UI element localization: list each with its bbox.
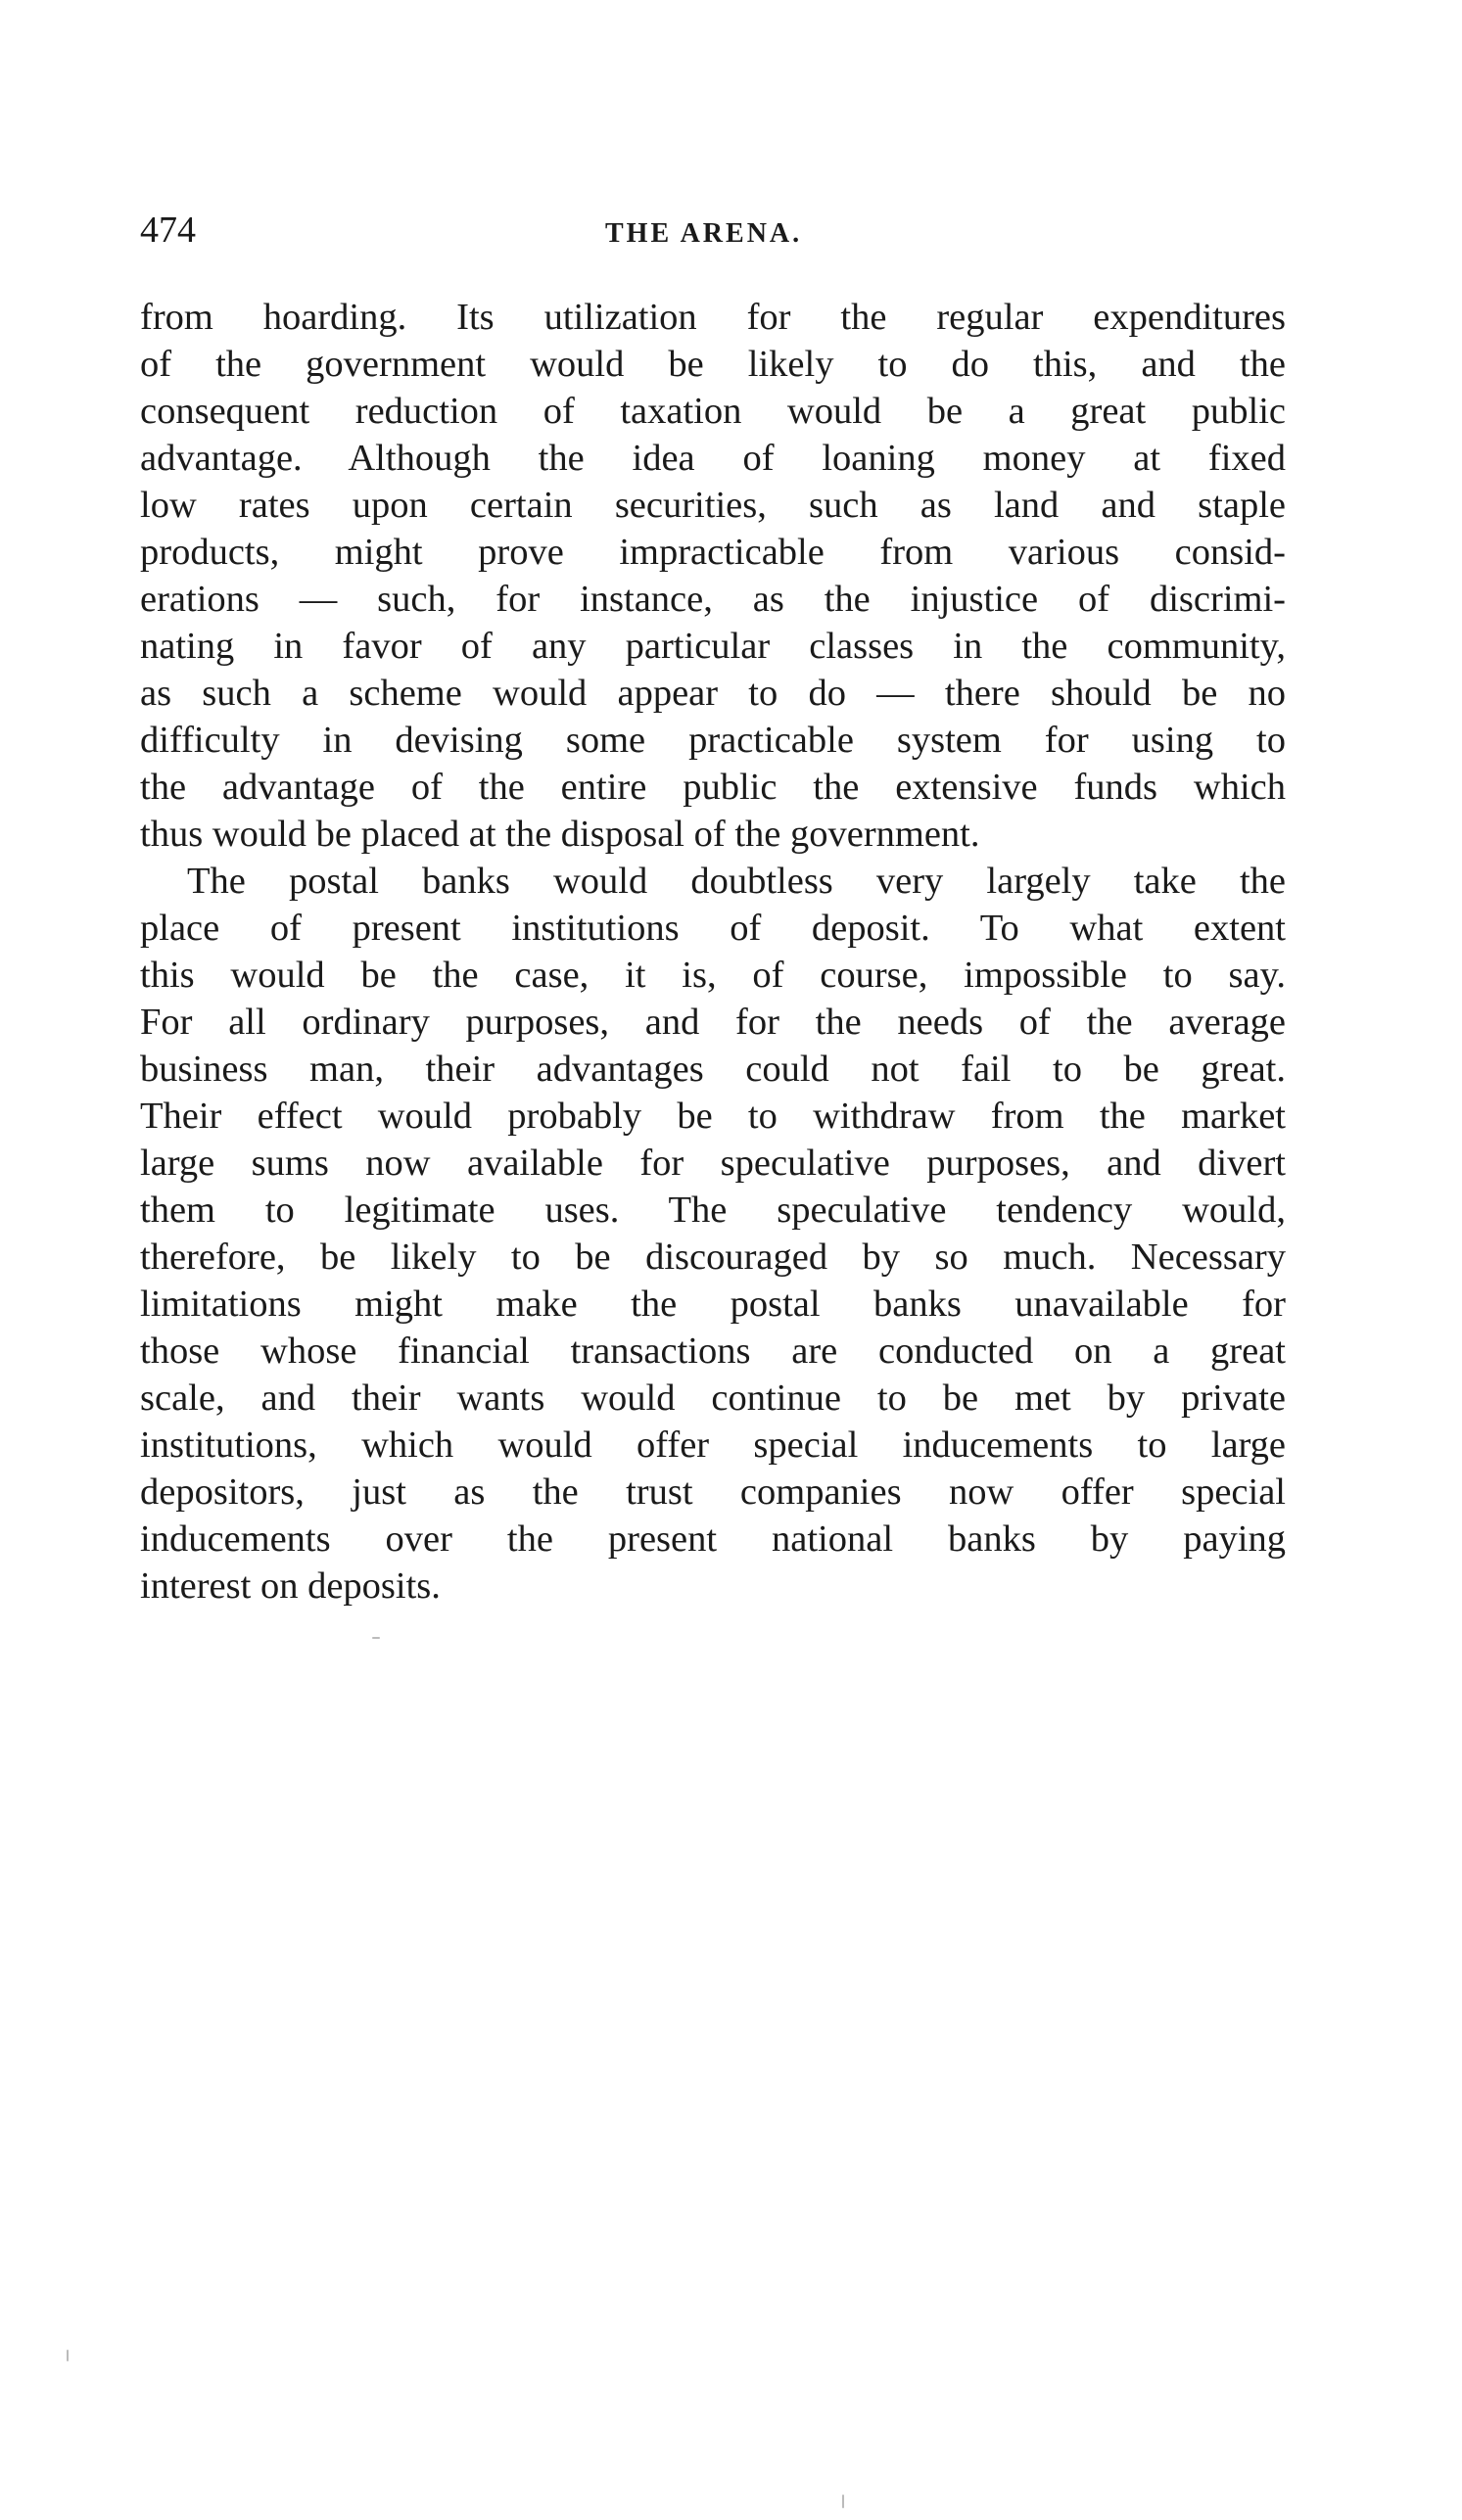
paragraph — [140, 294, 1286, 858]
text-line: Their effect would probably be to withdraw from the market — [140, 1096, 1286, 1137]
scan-speck — [67, 2350, 69, 2361]
text-line: interest on deposits. — [140, 1565, 441, 1607]
scan-speck — [842, 2495, 844, 2508]
text-line: business man, their advantages could not fail to be great. — [140, 1049, 1286, 1090]
page-number: 474 — [140, 210, 196, 251]
text-line: difficulty in devising some practicable system for using to — [140, 720, 1286, 761]
text-line: as such a scheme would appear to do — there should be no — [140, 673, 1286, 714]
text-line: them to legitimate uses. The speculative tendency would, — [140, 1190, 1286, 1231]
text-line: large sums now available for speculative purposes, and divert — [140, 1143, 1286, 1184]
text-line: low rates upon certain securities, such as land and staple — [140, 485, 1286, 526]
text-line: depositors, just as the trust companies now offer special — [140, 1471, 1286, 1513]
text-line: products, might prove impracticable from various consid- — [140, 532, 1286, 573]
running-head — [140, 206, 1286, 255]
text-line: thus would be placed at the disposal of the government. — [140, 814, 980, 855]
text-line: nating in favor of any particular classes in the community, — [140, 626, 1286, 667]
text-line: those whose financial transactions are conducted on a great — [140, 1330, 1286, 1372]
text-line: For all ordinary purposes, and for the needs of the average — [140, 1002, 1286, 1043]
text-line: therefore, be likely to be discouraged by so much. Necessary — [140, 1237, 1286, 1278]
body-text — [140, 294, 1286, 1610]
text-line: scale, and their wants would continue to be met by private — [140, 1377, 1286, 1419]
text-line: erations — such, for instance, as the injustice of discrimi- — [140, 579, 1286, 620]
text-line: consequent reduction of taxation would be a great public — [140, 391, 1286, 432]
journal-title: THE ARENA. — [605, 218, 803, 249]
text-line: of the government would be likely to do this, and the — [140, 344, 1286, 385]
text-line: place of present institutions of deposit. To what extent — [140, 908, 1286, 949]
scan-speck — [372, 1637, 380, 1639]
text-line: inducements over the present national banks by paying — [140, 1518, 1286, 1560]
text-line: The postal banks would doubtless very largely take the — [187, 861, 1286, 902]
text-line: from hoarding. Its utilization for the regular expenditures — [140, 297, 1286, 338]
text-line: this would be the case, it is, of course, impossible to say. — [140, 955, 1286, 996]
paragraph — [140, 858, 1286, 1610]
text-line: the advantage of the entire public the extensive funds which — [140, 767, 1286, 808]
text-line: institutions, which would offer special inducements to large — [140, 1424, 1286, 1466]
text-line: advantage. Although the idea of loaning money at fixed — [140, 438, 1286, 479]
text-line: limitations might make the postal banks unavailable for — [140, 1283, 1286, 1325]
